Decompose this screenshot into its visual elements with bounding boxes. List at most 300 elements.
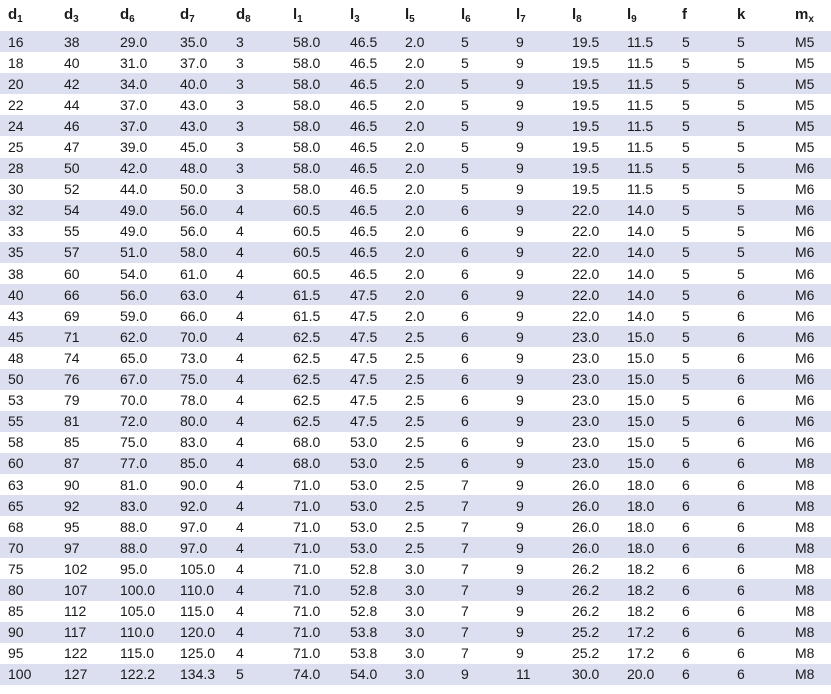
table-cell: 15.0 xyxy=(619,369,674,390)
table-cell: 88.0 xyxy=(112,516,172,537)
table-cell: 3 xyxy=(228,73,285,94)
table-cell: 60.5 xyxy=(285,263,342,284)
table-cell: 58.0 xyxy=(172,242,228,263)
table-cell: 5 xyxy=(674,179,729,200)
column-header-subscript: 5 xyxy=(409,14,415,25)
table-cell: 5 xyxy=(674,369,729,390)
table-row xyxy=(0,369,831,390)
table-cell: 6 xyxy=(729,453,787,474)
table-cell: 7 xyxy=(453,601,508,622)
table-cell: 6 xyxy=(729,579,787,600)
table-cell: 85.0 xyxy=(172,453,228,474)
table-cell: 71.0 xyxy=(285,495,342,516)
table-cell: 127 xyxy=(56,664,112,685)
table-cell: 9 xyxy=(508,622,564,643)
table-row xyxy=(0,94,831,115)
table-cell: 15.0 xyxy=(619,453,674,474)
column-header xyxy=(674,0,729,31)
table-cell: 4 xyxy=(228,284,285,305)
table-cell: 11.5 xyxy=(619,158,674,179)
table-cell: M8 xyxy=(787,579,831,600)
table-cell: 6 xyxy=(729,390,787,411)
column-header xyxy=(397,0,453,31)
table-cell: 9 xyxy=(508,94,564,115)
table-cell: 120.0 xyxy=(172,622,228,643)
table-cell: 46.5 xyxy=(342,136,397,157)
table-cell: 6 xyxy=(453,200,508,221)
column-header-subscript: 7 xyxy=(189,14,195,25)
table-cell: 58.0 xyxy=(285,31,342,52)
table-cell: M8 xyxy=(787,537,831,558)
table-cell: 18.0 xyxy=(619,495,674,516)
table-cell: 46.5 xyxy=(342,221,397,242)
table-cell: 9 xyxy=(508,369,564,390)
table-row xyxy=(0,579,831,600)
table-cell: 15.0 xyxy=(619,326,674,347)
table-cell: 97.0 xyxy=(172,537,228,558)
table-cell: 16 xyxy=(0,31,56,52)
column-header xyxy=(228,0,285,31)
table-cell: 9 xyxy=(508,411,564,432)
table-cell: 40.0 xyxy=(172,73,228,94)
table-cell: 9 xyxy=(508,537,564,558)
table-cell: 4 xyxy=(228,242,285,263)
column-header-subscript: 6 xyxy=(129,14,135,25)
table-cell: 5 xyxy=(453,94,508,115)
table-cell: 19.5 xyxy=(564,52,619,73)
table-cell: 63.0 xyxy=(172,284,228,305)
table-cell: 18.0 xyxy=(619,516,674,537)
table-cell: 2.5 xyxy=(397,432,453,453)
table-cell: 92 xyxy=(56,495,112,516)
table-row xyxy=(0,136,831,157)
table-cell: 47.5 xyxy=(342,284,397,305)
table-cell: 68.0 xyxy=(285,453,342,474)
column-header-subscript: 9 xyxy=(631,14,637,25)
table-row xyxy=(0,242,831,263)
table-cell: 15.0 xyxy=(619,432,674,453)
table-row xyxy=(0,558,831,579)
table-cell: 9 xyxy=(508,31,564,52)
table-cell: 18.2 xyxy=(619,558,674,579)
table-cell: 4 xyxy=(228,369,285,390)
table-cell: 4 xyxy=(228,579,285,600)
table-cell: 6 xyxy=(674,579,729,600)
table-cell: 5 xyxy=(674,94,729,115)
column-header xyxy=(619,0,674,31)
table-cell: 80.0 xyxy=(172,411,228,432)
table-cell: M8 xyxy=(787,558,831,579)
table-cell: 5 xyxy=(674,73,729,94)
table-cell: 5 xyxy=(729,52,787,73)
column-header-symbol: f xyxy=(682,6,687,23)
table-cell: 5 xyxy=(729,158,787,179)
table-cell: 2.0 xyxy=(397,263,453,284)
table-cell: 9 xyxy=(508,326,564,347)
table-cell: 11.5 xyxy=(619,73,674,94)
table-cell: 6 xyxy=(674,601,729,622)
table-cell: 22.0 xyxy=(564,200,619,221)
column-header xyxy=(56,0,112,31)
table-cell: 32 xyxy=(0,200,56,221)
table-row xyxy=(0,664,831,685)
table-cell: 50 xyxy=(0,369,56,390)
table-cell: 5 xyxy=(453,31,508,52)
table-cell: 56.0 xyxy=(112,284,172,305)
table-cell: 6 xyxy=(453,326,508,347)
table-cell: 15.0 xyxy=(619,411,674,432)
table-cell: 46.5 xyxy=(342,200,397,221)
table-cell: 117 xyxy=(56,622,112,643)
table-cell: 56.0 xyxy=(172,221,228,242)
table-row xyxy=(0,326,831,347)
table-cell: 5 xyxy=(729,221,787,242)
table-cell: 5 xyxy=(729,73,787,94)
table-cell: 52.8 xyxy=(342,558,397,579)
table-cell: 3 xyxy=(228,52,285,73)
table-cell: 51.0 xyxy=(112,242,172,263)
column-header xyxy=(564,0,619,31)
table-row xyxy=(0,432,831,453)
table-cell: 2.0 xyxy=(397,221,453,242)
table-cell: 5 xyxy=(674,326,729,347)
table-cell: 4 xyxy=(228,326,285,347)
table-cell: 53.8 xyxy=(342,643,397,664)
table-row xyxy=(0,73,831,94)
table-cell: M5 xyxy=(787,115,831,136)
table-row xyxy=(0,537,831,558)
table-cell: 4 xyxy=(228,390,285,411)
column-header-symbol: d xyxy=(236,6,246,23)
table-cell: 11 xyxy=(508,664,564,685)
table-cell: 5 xyxy=(729,242,787,263)
table-cell: 6 xyxy=(674,558,729,579)
table-cell: 9 xyxy=(508,242,564,263)
table-cell: 4 xyxy=(228,453,285,474)
table-cell: 38 xyxy=(0,263,56,284)
table-cell: 62.5 xyxy=(285,411,342,432)
table-cell: 47.5 xyxy=(342,347,397,368)
table-cell: M6 xyxy=(787,432,831,453)
table-cell: 46.5 xyxy=(342,115,397,136)
table-cell: 4 xyxy=(228,411,285,432)
table-cell: 18.0 xyxy=(619,537,674,558)
table-cell: 9 xyxy=(508,347,564,368)
table-cell: 2.5 xyxy=(397,453,453,474)
table-cell: 70.0 xyxy=(172,326,228,347)
table-cell: 7 xyxy=(453,579,508,600)
table-row xyxy=(0,115,831,136)
table-cell: 2.5 xyxy=(397,326,453,347)
table-cell: 61.5 xyxy=(285,305,342,326)
table-cell: 122 xyxy=(56,643,112,664)
table-cell: 26.0 xyxy=(564,516,619,537)
table-cell: 23.0 xyxy=(564,432,619,453)
table-cell: 3.0 xyxy=(397,622,453,643)
table-cell: 75 xyxy=(0,558,56,579)
table-cell: 54.0 xyxy=(112,263,172,284)
table-cell: 75.0 xyxy=(112,432,172,453)
table-cell: 19.5 xyxy=(564,94,619,115)
table-cell: 6 xyxy=(729,284,787,305)
table-cell: 4 xyxy=(228,495,285,516)
table-cell: 47.5 xyxy=(342,326,397,347)
table-cell: 4 xyxy=(228,622,285,643)
table-cell: 4 xyxy=(228,558,285,579)
table-cell: M6 xyxy=(787,411,831,432)
table-cell: 2.5 xyxy=(397,516,453,537)
table-cell: 2.0 xyxy=(397,52,453,73)
table-cell: M8 xyxy=(787,601,831,622)
table-cell: 20 xyxy=(0,73,56,94)
table-cell: 47.5 xyxy=(342,411,397,432)
table-cell: 4 xyxy=(228,263,285,284)
table-cell: 90 xyxy=(56,474,112,495)
column-header-symbol: d xyxy=(120,6,130,23)
column-header xyxy=(787,0,831,31)
table-cell: M6 xyxy=(787,390,831,411)
table-cell: 58.0 xyxy=(285,136,342,157)
table-cell: 6 xyxy=(453,369,508,390)
table-cell: 26.0 xyxy=(564,495,619,516)
table-cell: 44.0 xyxy=(112,179,172,200)
table-cell: 53.0 xyxy=(342,453,397,474)
table-cell: 7 xyxy=(453,643,508,664)
table-cell: 52.8 xyxy=(342,601,397,622)
table-cell: 22.0 xyxy=(564,263,619,284)
table-cell: 4 xyxy=(228,200,285,221)
table-cell: 22 xyxy=(0,94,56,115)
table-row xyxy=(0,474,831,495)
table-cell: 71 xyxy=(56,326,112,347)
table-cell: 97 xyxy=(56,537,112,558)
table-cell: 6 xyxy=(674,453,729,474)
table-cell: 3 xyxy=(228,158,285,179)
table-cell: M8 xyxy=(787,474,831,495)
table-cell: 11.5 xyxy=(619,52,674,73)
table-cell: 23.0 xyxy=(564,453,619,474)
table-cell: 6 xyxy=(729,558,787,579)
table-cell: 6 xyxy=(674,516,729,537)
column-header-symbol: l xyxy=(572,6,577,23)
table-cell: 26.2 xyxy=(564,558,619,579)
table-cell: 62.0 xyxy=(112,326,172,347)
table-cell: 6 xyxy=(453,284,508,305)
table-cell: 5 xyxy=(674,305,729,326)
table-cell: 33 xyxy=(0,221,56,242)
table-cell: M6 xyxy=(787,158,831,179)
table-cell: 31.0 xyxy=(112,52,172,73)
table-cell: 9 xyxy=(508,390,564,411)
table-cell: 18.2 xyxy=(619,601,674,622)
table-cell: 19.5 xyxy=(564,136,619,157)
table-cell: 73.0 xyxy=(172,347,228,368)
table-cell: 112 xyxy=(56,601,112,622)
table-cell: 5 xyxy=(674,52,729,73)
table-cell: 6 xyxy=(453,411,508,432)
table-cell: 50.0 xyxy=(172,179,228,200)
table-cell: 14.0 xyxy=(619,242,674,263)
table-cell: 29.0 xyxy=(112,31,172,52)
table-cell: 9 xyxy=(508,200,564,221)
column-header-symbol: l xyxy=(350,6,355,23)
table-cell: 6 xyxy=(453,305,508,326)
table-cell: 39.0 xyxy=(112,136,172,157)
table-cell: M5 xyxy=(787,31,831,52)
table-cell: 2.0 xyxy=(397,200,453,221)
table-cell: 23.0 xyxy=(564,369,619,390)
table-cell: M6 xyxy=(787,179,831,200)
table-cell: 76 xyxy=(56,369,112,390)
table-cell: 2.0 xyxy=(397,305,453,326)
table-cell: 4 xyxy=(228,474,285,495)
table-row xyxy=(0,200,831,221)
table-cell: 11.5 xyxy=(619,136,674,157)
table-cell: 49.0 xyxy=(112,221,172,242)
table-cell: 68 xyxy=(0,516,56,537)
table-cell: 2.5 xyxy=(397,369,453,390)
table-cell: 6 xyxy=(729,369,787,390)
table-cell: 40 xyxy=(0,284,56,305)
table-cell: 26.2 xyxy=(564,601,619,622)
table-cell: 14.0 xyxy=(619,200,674,221)
table-cell: 105.0 xyxy=(172,558,228,579)
table-cell: 19.5 xyxy=(564,158,619,179)
table-cell: 26.2 xyxy=(564,579,619,600)
table-cell: 2.5 xyxy=(397,474,453,495)
table-cell: 6 xyxy=(453,347,508,368)
table-cell: 68.0 xyxy=(285,432,342,453)
table-cell: 22.0 xyxy=(564,305,619,326)
table-cell: 62.5 xyxy=(285,390,342,411)
table-cell: 9 xyxy=(508,474,564,495)
table-cell: 9 xyxy=(508,516,564,537)
table-cell: 2.5 xyxy=(397,390,453,411)
table-cell: 9 xyxy=(508,558,564,579)
table-cell: 37.0 xyxy=(112,115,172,136)
table-cell: 50 xyxy=(56,158,112,179)
table-cell: 58.0 xyxy=(285,94,342,115)
table-header xyxy=(0,0,831,31)
table-cell: 71.0 xyxy=(285,579,342,600)
table-cell: 6 xyxy=(729,474,787,495)
table-cell: 3 xyxy=(228,115,285,136)
table-cell: M5 xyxy=(787,52,831,73)
table-cell: 14.0 xyxy=(619,221,674,242)
table-cell: 9 xyxy=(508,284,564,305)
table-cell: 6 xyxy=(453,390,508,411)
table-cell: 46.5 xyxy=(342,242,397,263)
table-cell: 47 xyxy=(56,136,112,157)
table-cell: 9 xyxy=(508,179,564,200)
table-cell: 26.0 xyxy=(564,537,619,558)
table-cell: M5 xyxy=(787,94,831,115)
table-cell: 9 xyxy=(508,73,564,94)
table-cell: 43.0 xyxy=(172,94,228,115)
table-cell: 46.5 xyxy=(342,158,397,179)
table-cell: 23.0 xyxy=(564,326,619,347)
table-cell: 102 xyxy=(56,558,112,579)
table-cell: 38 xyxy=(56,31,112,52)
table-cell: 6 xyxy=(729,664,787,685)
column-header xyxy=(172,0,228,31)
table-cell: 6 xyxy=(729,326,787,347)
table-cell: 59.0 xyxy=(112,305,172,326)
table-cell: 46.5 xyxy=(342,263,397,284)
table-cell: 122.2 xyxy=(112,664,172,685)
column-header-subscript: 1 xyxy=(297,14,303,25)
table-cell: 3.0 xyxy=(397,579,453,600)
table-cell: 6 xyxy=(729,305,787,326)
table-cell: 60.5 xyxy=(285,242,342,263)
table-cell: 20.0 xyxy=(619,664,674,685)
table-cell: 71.0 xyxy=(285,474,342,495)
table-cell: 2.0 xyxy=(397,179,453,200)
table-row xyxy=(0,622,831,643)
table-cell: 9 xyxy=(508,579,564,600)
table-cell: 3 xyxy=(228,94,285,115)
table-cell: 58.0 xyxy=(285,158,342,179)
table-cell: 6 xyxy=(453,263,508,284)
table-cell: 19.5 xyxy=(564,179,619,200)
column-header-subscript: 7 xyxy=(520,14,526,25)
table-cell: 4 xyxy=(228,537,285,558)
table-cell: 4 xyxy=(228,516,285,537)
column-header-symbol: d xyxy=(8,6,18,23)
table-cell: 5 xyxy=(729,136,787,157)
column-header xyxy=(112,0,172,31)
table-cell: 79 xyxy=(56,390,112,411)
table-cell: 95 xyxy=(56,516,112,537)
table-cell: 7 xyxy=(453,474,508,495)
table-cell: 5 xyxy=(674,200,729,221)
table-cell: 6 xyxy=(729,495,787,516)
table-cell: 5 xyxy=(674,284,729,305)
column-header-subscript: 3 xyxy=(73,14,79,25)
table-cell: 78.0 xyxy=(172,390,228,411)
table-cell: 6 xyxy=(674,537,729,558)
table-cell: 71.0 xyxy=(285,601,342,622)
table-cell: 2.5 xyxy=(397,537,453,558)
table-cell: 57 xyxy=(56,242,112,263)
table-cell: 7 xyxy=(453,537,508,558)
table-cell: 88.0 xyxy=(112,537,172,558)
table-cell: 9 xyxy=(508,52,564,73)
table-cell: 74 xyxy=(56,347,112,368)
table-cell: M6 xyxy=(787,263,831,284)
table-cell: 5 xyxy=(729,94,787,115)
table-row xyxy=(0,284,831,305)
table-row xyxy=(0,31,831,52)
table-cell: 49.0 xyxy=(112,200,172,221)
table-row xyxy=(0,347,831,368)
table-cell: 3.0 xyxy=(397,664,453,685)
table-cell: 110.0 xyxy=(172,579,228,600)
table-cell: 6 xyxy=(729,432,787,453)
table-row xyxy=(0,516,831,537)
table-cell: 60 xyxy=(0,453,56,474)
table-cell: 5 xyxy=(729,31,787,52)
table-cell: 47.5 xyxy=(342,390,397,411)
table-cell: 6 xyxy=(453,221,508,242)
table-cell: 4 xyxy=(228,221,285,242)
table-cell: 4 xyxy=(228,432,285,453)
table-cell: 5 xyxy=(674,31,729,52)
table-row xyxy=(0,601,831,622)
table-cell: 100.0 xyxy=(112,579,172,600)
table-cell: 43.0 xyxy=(172,115,228,136)
table-cell: 14.0 xyxy=(619,263,674,284)
